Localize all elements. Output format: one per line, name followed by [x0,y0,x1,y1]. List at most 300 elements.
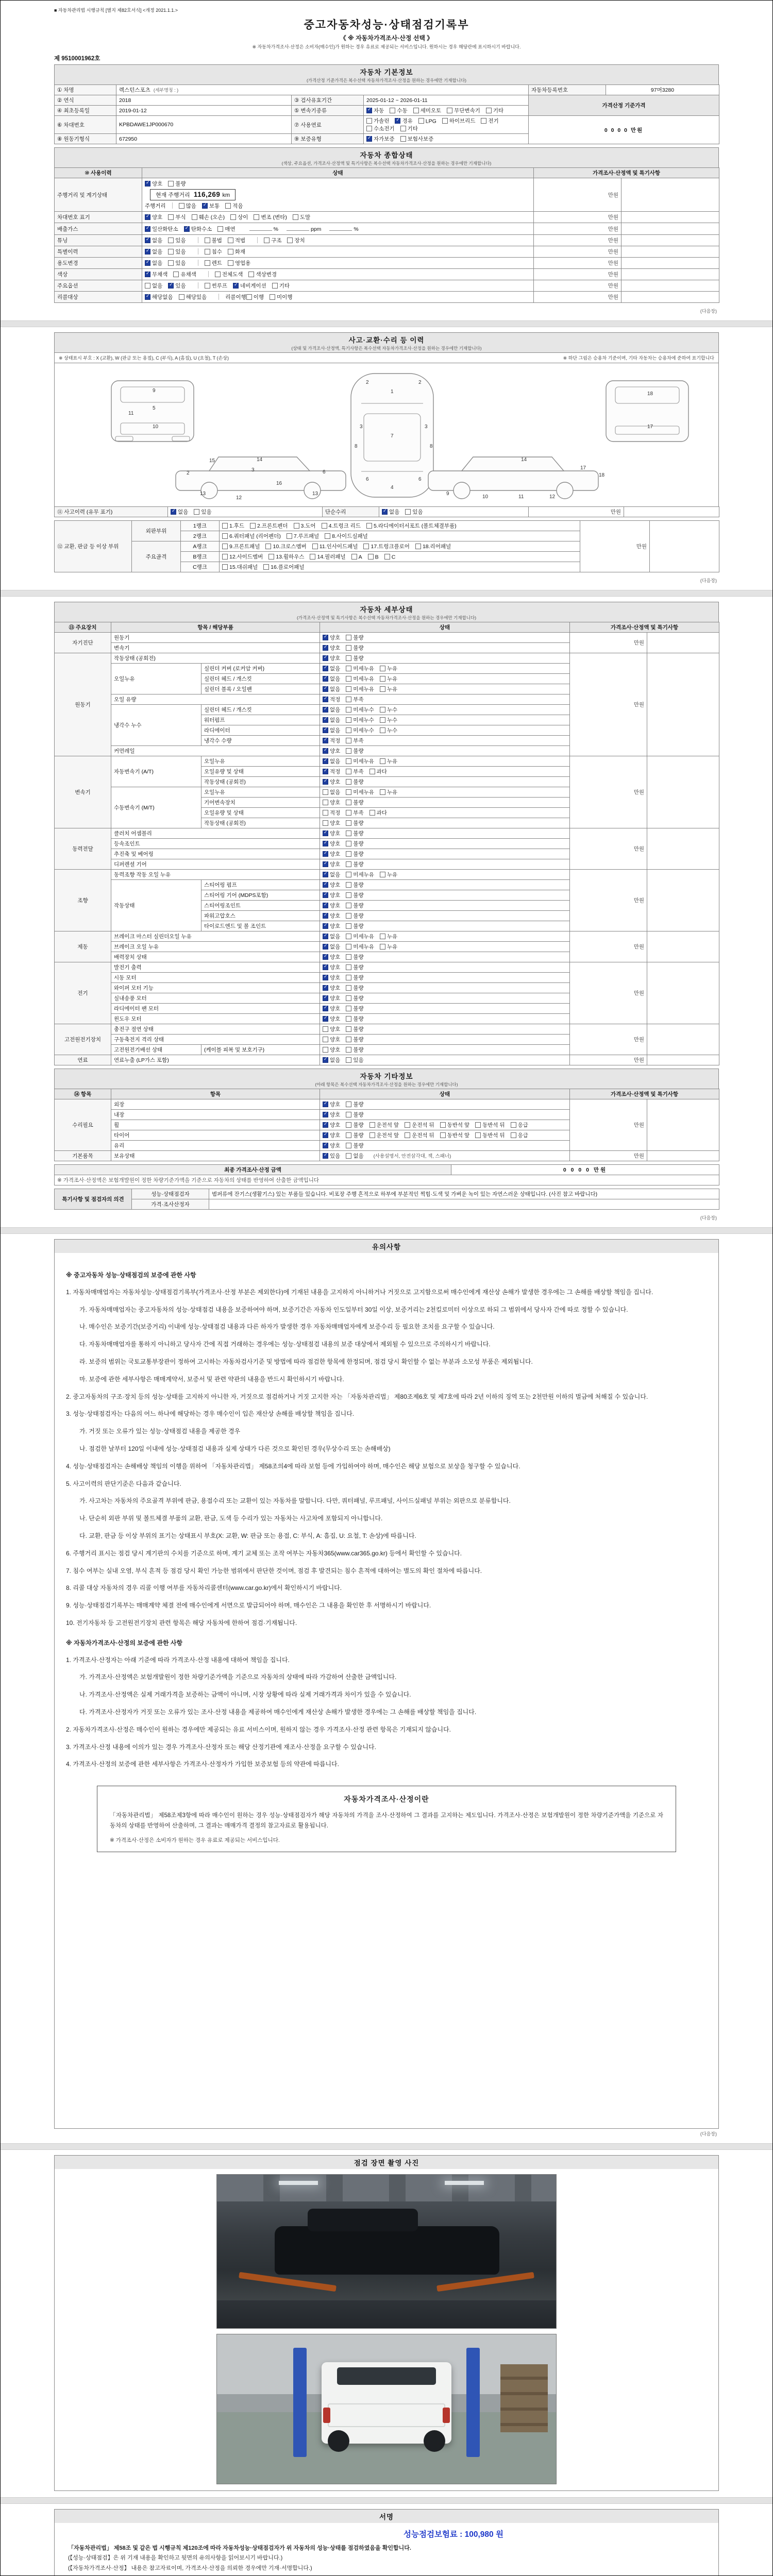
checkbox[interactable] [323,1006,328,1011]
checkbox[interactable] [205,238,210,243]
checkbox[interactable] [312,544,318,549]
checkbox[interactable] [346,779,351,785]
checkbox[interactable] [215,272,221,277]
checkbox[interactable] [323,758,328,764]
checkbox[interactable] [248,272,254,277]
measure-input[interactable] [329,225,352,231]
checkbox[interactable] [323,697,328,702]
checkbox[interactable] [323,645,328,651]
option [323,788,340,796]
checkbox[interactable] [380,717,385,723]
checkbox[interactable] [222,544,228,549]
checkbox[interactable] [222,554,228,560]
checkbox[interactable] [369,1132,375,1138]
option-label: 양호 [330,635,341,641]
state-cell [320,664,570,674]
checkbox[interactable] [171,509,176,515]
truck-wheel [424,2430,445,2452]
state-cell [320,694,570,705]
option [323,726,340,734]
checkbox[interactable] [254,214,259,220]
checkbox[interactable] [228,238,233,243]
checkbox[interactable] [323,666,328,671]
checkbox[interactable] [323,954,328,960]
diagram-number: 3 [360,424,363,430]
checkbox[interactable] [346,820,351,826]
checkbox[interactable] [323,1026,328,1032]
checkbox[interactable] [380,758,385,764]
checkbox[interactable] [323,872,328,877]
checkbox[interactable] [346,872,351,877]
checkbox[interactable] [511,1132,516,1138]
option [346,984,363,992]
checkbox[interactable] [270,294,275,300]
checkbox[interactable] [287,533,292,539]
checkbox[interactable] [346,758,351,764]
option-label: 전기 [488,118,499,124]
option [202,202,220,210]
checkbox[interactable] [323,810,328,816]
checkbox[interactable] [222,533,228,539]
checkbox[interactable] [323,686,328,692]
state-cell [320,1024,570,1035]
checkbox[interactable] [346,934,351,939]
checkbox[interactable] [366,118,372,124]
checkbox[interactable] [145,272,150,277]
option [346,726,374,734]
odometer-box [150,189,236,200]
checkbox[interactable] [346,1153,351,1159]
checkbox[interactable] [346,738,351,743]
checkbox[interactable] [346,800,351,805]
checkbox[interactable] [384,554,390,560]
state-cell [142,223,534,235]
option [323,1152,340,1160]
checkbox[interactable] [346,1037,351,1042]
checkbox[interactable] [323,1101,328,1107]
option-label: 있음 [175,283,186,289]
checkbox[interactable] [366,136,372,142]
exchange-label-cell: ⑫ 교환, 판금 등 이상 부위 [55,521,132,572]
checkbox[interactable] [323,985,328,991]
checkbox[interactable] [323,1112,328,1117]
checkbox[interactable] [346,995,351,1001]
checkbox[interactable] [346,861,351,867]
checkbox[interactable] [265,544,271,549]
checkbox[interactable] [323,820,328,826]
rank-cell: C랭크 [181,562,220,572]
option-label: 운전석 앞 [376,1132,399,1139]
checkbox[interactable] [346,882,351,888]
option [346,747,363,755]
state-cell [320,921,570,931]
checkbox[interactable] [323,882,328,888]
option [346,994,363,1002]
checkbox[interactable] [380,872,385,877]
checkbox[interactable] [145,238,150,243]
checkbox[interactable] [346,851,351,857]
checkbox[interactable] [145,283,150,289]
detail-note: (가격조사·산정액 및 특기사항은 복수선택 자동차가격조사·산정을 원하는 경우에만 기재합니다) [296,615,477,620]
checkbox[interactable] [184,226,190,232]
checkbox[interactable] [405,509,411,515]
checkbox[interactable] [368,554,374,560]
checkbox[interactable] [481,118,486,124]
option [248,270,277,278]
checkbox[interactable] [346,676,351,682]
checkbox[interactable] [323,975,328,980]
option-label: 동반석 뒤 [482,1132,505,1139]
diagram-number: 6 [323,469,326,475]
checkbox[interactable] [418,118,424,124]
checkbox[interactable] [323,748,328,754]
option-label: 없음 [330,789,341,795]
checkbox[interactable] [323,676,328,682]
checkbox[interactable] [415,544,421,549]
checkbox[interactable] [400,126,406,131]
checkbox[interactable] [205,249,210,255]
checkbox[interactable] [346,831,351,836]
checkbox[interactable] [366,126,372,131]
option-label: 영업용 [234,260,251,266]
checkbox[interactable] [222,523,228,529]
checkbox[interactable] [346,810,351,816]
checkbox[interactable] [145,260,150,266]
option [145,282,162,290]
checkbox[interactable] [145,249,150,255]
checkbox[interactable] [346,655,351,661]
warranty-options [364,134,529,144]
note-cell [647,870,719,931]
checkbox[interactable] [323,851,328,857]
diagram-number: 14 [257,457,263,463]
state-cell [320,705,570,715]
checkbox[interactable] [346,923,351,929]
checkbox[interactable] [293,214,298,220]
checkbox[interactable] [287,238,293,243]
checkbox[interactable] [323,995,328,1001]
checkbox[interactable] [323,913,328,919]
table-row [55,235,719,246]
checkbox[interactable] [390,108,395,113]
checkbox[interactable] [346,964,351,970]
checkbox[interactable] [323,944,328,950]
checkbox[interactable] [346,954,351,960]
checkbox[interactable] [369,810,375,816]
checkbox[interactable] [346,892,351,898]
checkbox[interactable] [346,789,351,795]
checkbox[interactable] [346,1047,351,1053]
form-reference: ■ 자동차관리법 시행규칙 [별지 제82호서식] <개정 2021.1.1.> [54,8,178,13]
checkbox[interactable] [380,666,385,671]
checkbox[interactable] [294,523,299,529]
page-sign [47,2507,726,2576]
checkbox[interactable] [380,789,385,795]
checkbox[interactable] [322,523,327,529]
item-cell: 라디에이터 팬 모터 [111,1004,320,1014]
checkbox[interactable] [405,1122,410,1128]
state-cell [320,911,570,921]
checkbox[interactable] [346,727,351,733]
checkbox[interactable] [323,964,328,970]
checkbox[interactable] [145,294,150,300]
checkbox[interactable] [173,272,179,277]
checkbox[interactable] [346,903,351,908]
checkbox[interactable] [346,717,351,723]
checkbox[interactable] [323,707,328,713]
checkbox[interactable] [380,934,385,939]
note-cell [621,246,719,258]
checkbox[interactable] [217,226,223,232]
checkbox[interactable] [323,655,328,661]
checkbox[interactable] [511,1122,516,1128]
car-name: 렉스턴스포츠 [119,87,150,93]
checkbox[interactable] [346,1016,351,1022]
option [215,270,243,278]
part-cell: 오일누유 [201,756,320,767]
checkbox[interactable] [323,1143,328,1148]
option-label: 불량 [353,1006,364,1012]
photos-title [54,2155,719,2169]
checkbox[interactable] [346,975,351,980]
checkbox[interactable] [228,249,233,255]
checkbox[interactable] [395,118,400,124]
checkbox[interactable] [325,533,330,539]
diagram-number: 17 [580,465,586,471]
checkbox[interactable] [168,181,174,187]
vin-value: KPBDAWE1JP000670 [116,116,292,134]
measure-input[interactable] [249,225,272,231]
option-label: 미세누유 [353,789,374,795]
ceiling-lamp [279,2181,318,2185]
checkbox[interactable] [366,108,372,113]
checkbox[interactable] [346,666,351,671]
checkbox[interactable] [263,564,269,570]
checkbox[interactable] [346,1112,351,1117]
option [228,248,245,256]
option [179,202,196,210]
checkbox[interactable] [168,283,174,289]
option-label: 미세누유 [353,666,374,672]
checkbox[interactable] [346,1101,351,1107]
checkbox[interactable] [380,727,385,733]
option-label: 양호 [330,1101,341,1108]
option [346,685,374,693]
option-label: 기타 [407,126,418,132]
checkbox[interactable] [323,1153,328,1159]
checkbox[interactable] [346,841,351,846]
checkbox[interactable] [323,717,328,723]
checkbox[interactable] [346,985,351,991]
checkbox[interactable] [382,509,388,515]
part-cell: 스티어링 기어 (MDPS포함) [201,890,320,901]
etc-note: (아래 항목은 복수선택 자동차가격조사·산정을 원하는 경우에만 기재합니다) [315,1082,458,1087]
checkbox[interactable] [323,1057,328,1063]
option [168,282,186,290]
checkbox[interactable] [369,769,375,774]
checkbox[interactable] [346,645,351,651]
checkbox[interactable] [346,1143,351,1148]
checkbox[interactable] [380,944,385,950]
checkbox[interactable] [369,1122,375,1128]
table-row [55,1189,719,1199]
checkbox[interactable] [440,1132,446,1138]
option [323,1121,340,1129]
price-info-box-body: 「자동차관리법」 제58조제3항에 따라 매수인이 원하는 경우 성능·상태점검자가 해당 자동차의 가격을 조사·산정하여 그 결과를 고지하는 제도입니다. 가격조사·산정은 보험개발원이 정한 차량기준가액을 기준으로 자동차의 상태를 반영하여 산출하며, 그 결과는 매매가격 결정의 참고자료로 활용됩니다. [110,1812,663,1829]
checkbox[interactable] [264,238,270,243]
checkbox[interactable] [310,554,315,560]
checkbox[interactable] [346,1057,351,1063]
checkbox[interactable] [346,1006,351,1011]
checkbox[interactable] [346,707,351,713]
state-cell [320,983,570,993]
checkbox[interactable] [323,923,328,929]
option-label: 미세누유 [353,676,374,682]
checkbox[interactable] [346,769,351,774]
option [346,706,374,714]
state-cell [142,246,534,258]
option [323,871,340,878]
part-cell: 기어변속장치 [201,798,320,808]
checkbox[interactable] [323,800,328,805]
checkbox[interactable] [323,831,328,836]
checkbox[interactable] [346,913,351,919]
option-label: 없음 [330,1057,341,1063]
checkbox[interactable] [168,260,174,266]
checkbox[interactable] [323,769,328,774]
lifted-car-silhouette [275,2226,499,2275]
checkbox[interactable] [225,203,231,209]
option [346,860,363,868]
note-cell [647,756,719,828]
checkbox[interactable] [346,1122,351,1128]
checkbox[interactable] [323,903,328,908]
checkbox[interactable] [323,635,328,640]
diagram-number: 8 [355,444,358,449]
checkbox[interactable] [323,738,328,743]
checkbox[interactable] [179,294,184,300]
checkbox[interactable] [363,544,369,549]
checkbox[interactable] [145,214,150,220]
accident-history-table [54,506,719,517]
notice-line: 1. 가격조사·산정자는 아래 기준에 따라 가격조사·산정 내용에 대하여 책임을 집니다. [66,1656,290,1664]
checkbox[interactable] [323,1037,328,1042]
checkbox[interactable] [323,779,328,785]
checkbox[interactable] [268,554,274,560]
option-label: 화재 [234,249,246,255]
checkbox[interactable] [323,861,328,867]
checkbox[interactable] [205,283,210,289]
option [323,902,340,909]
checkbox[interactable] [272,283,278,289]
price-basis-value: 0 0 0 0 만원 [529,116,719,144]
option-label: 네비게이션 [240,283,266,289]
checkbox[interactable] [194,509,199,515]
measure-blank [241,226,278,232]
checkbox[interactable] [346,944,351,950]
option [265,543,306,550]
checkbox[interactable] [168,214,174,220]
option [346,850,363,858]
checkbox[interactable] [323,892,328,898]
checkbox[interactable] [323,789,328,795]
checkbox[interactable] [246,294,252,300]
checkbox[interactable] [346,697,351,702]
checkbox[interactable] [346,686,351,692]
checkbox[interactable] [380,707,385,713]
checkbox[interactable] [230,214,236,220]
checkbox[interactable] [323,934,328,939]
option [511,1131,528,1139]
checkbox[interactable] [323,1132,328,1138]
checkbox[interactable] [447,108,452,113]
checkbox[interactable] [145,226,150,232]
checkbox[interactable] [346,1026,351,1032]
checkbox[interactable] [351,554,357,560]
checkbox[interactable] [475,1132,481,1138]
checkbox[interactable] [250,523,256,529]
checkbox[interactable] [323,1122,328,1128]
checkbox[interactable] [440,1122,446,1128]
state-line [145,179,531,188]
checkbox[interactable] [168,238,174,243]
checkbox[interactable] [145,181,150,187]
state-cell [320,1035,570,1045]
checkbox[interactable] [346,1132,351,1138]
checkbox[interactable] [228,260,233,266]
option-label: 없음 [389,509,400,515]
checkbox[interactable] [486,108,492,113]
option-label: 해당없음 [152,294,173,300]
checkbox[interactable] [323,841,328,846]
checkbox[interactable] [222,564,228,570]
checkbox[interactable] [346,635,351,640]
checkbox[interactable] [233,283,239,289]
price-cell: 만원 [570,1024,647,1055]
checkbox[interactable] [323,1047,328,1053]
checkbox[interactable] [380,676,385,682]
car-diagram-svg [55,365,719,504]
checkbox[interactable] [442,118,448,124]
option [323,768,340,775]
checkbox[interactable] [346,748,351,754]
option [346,1142,363,1149]
option [323,1100,340,1108]
checkbox[interactable] [202,203,208,209]
final-price-note: ※ 가격조사·산정액은 보험개발원이 정한 차량기준가액을 기준으로 자동차의 상태를 반영하여 산출한 금액입니다 [55,1175,719,1185]
checkbox[interactable] [366,523,372,529]
checkbox[interactable] [380,686,385,692]
measure-input[interactable] [287,225,309,231]
checkbox[interactable] [405,1132,410,1138]
checkbox[interactable] [205,260,210,266]
option-label: 양호 [330,892,341,899]
row-label: 차대번호 표기 [55,212,142,223]
option [323,963,340,971]
checkbox[interactable] [168,249,174,255]
option-label: 불량 [353,1132,364,1139]
checkbox[interactable] [413,108,419,113]
table-row [55,507,719,517]
table-row [55,962,719,973]
checkbox[interactable] [400,136,406,142]
overall-title [54,147,719,167]
checkbox[interactable] [323,727,328,733]
checkbox[interactable] [179,203,184,209]
checkbox[interactable] [475,1122,481,1128]
checkbox[interactable] [323,1016,328,1022]
checkbox[interactable] [192,214,197,220]
